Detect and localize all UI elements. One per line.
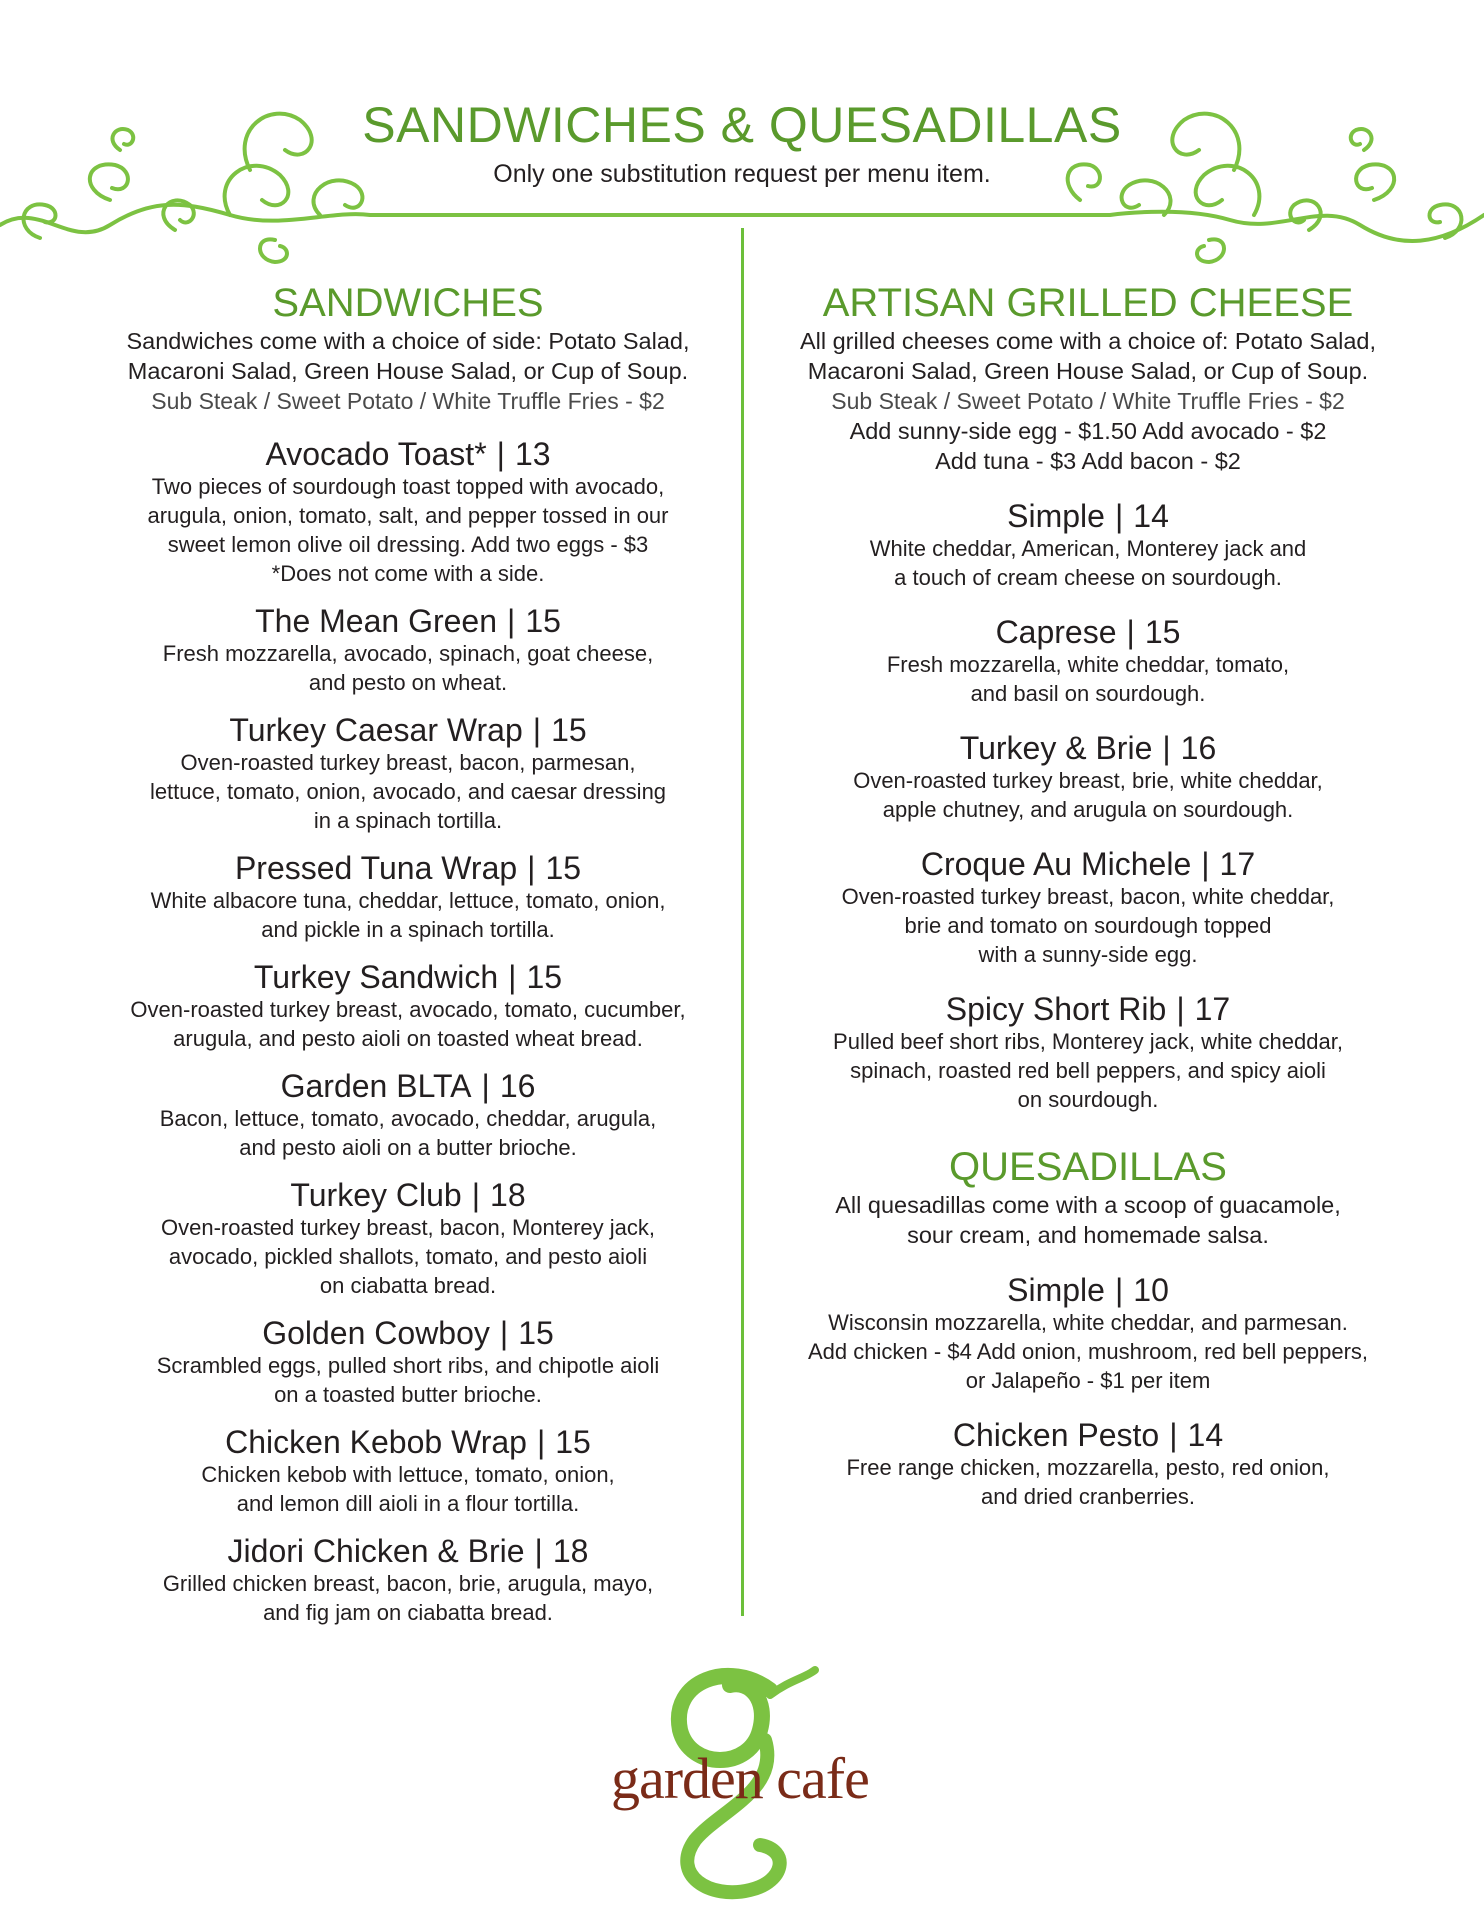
item-price: 17 xyxy=(1219,846,1256,882)
item-name: Jidori Chicken & Brie xyxy=(227,1533,525,1569)
item-price: 15 xyxy=(1144,614,1181,650)
menu-item xyxy=(768,846,1408,969)
menu-item xyxy=(98,712,718,835)
menu-item xyxy=(768,1417,1408,1511)
grilled-cheese-section xyxy=(768,280,1408,1511)
menu-item xyxy=(768,730,1408,824)
menu-item xyxy=(768,991,1408,1114)
price-separator: | xyxy=(534,1533,543,1569)
item-name: Chicken Pesto xyxy=(952,1417,1160,1453)
item-description: Two pieces of sourdough toast topped with avocado, arugula, onion, tomato, salt, and pepper tossed in our sweet lemon olive oil dressing. Add two eggs - $3 *Does not come with a side. xyxy=(147,474,669,586)
price-separator: | xyxy=(508,959,517,995)
item-description: Scrambled eggs, pulled short ribs, and chipotle aioli on a toasted butter brioche. xyxy=(156,1353,660,1407)
menu-item xyxy=(98,1315,718,1409)
addon-line: Sub Steak / Sweet Potato / White Truffle Fries - $2 xyxy=(151,388,665,414)
sandwiches-section xyxy=(98,280,718,1627)
item-name: Spicy Short Rib xyxy=(945,991,1167,1027)
menu-item xyxy=(98,1533,718,1627)
item-price: 18 xyxy=(490,1177,526,1213)
item-price: 14 xyxy=(1187,1417,1224,1453)
section-description-line: Sandwiches come with a choice of side: Potato Salad, xyxy=(126,328,690,354)
item-name: The Mean Green xyxy=(255,603,497,639)
item-price: 17 xyxy=(1194,991,1231,1027)
price-separator: | xyxy=(1126,614,1135,650)
item-name: Simple xyxy=(1007,498,1105,534)
item-description: Chicken kebob with lettuce, tomato, onion, and lemon dill aioli in a flour tortilla. xyxy=(201,1462,615,1516)
item-price: 10 xyxy=(1133,1272,1169,1308)
item-price: 15 xyxy=(526,959,563,995)
section-description-line: All quesadillas come with a scoop of guacamole, xyxy=(835,1192,1341,1218)
section-title: ARTISAN GRILLED CHEESE xyxy=(822,281,1354,325)
item-name: Turkey & Brie xyxy=(959,730,1153,766)
price-separator: | xyxy=(527,850,536,886)
price-separator: | xyxy=(1114,498,1124,534)
page-subtitle: Only one substitution request per menu item. xyxy=(493,160,991,188)
item-name: Croque Au Michele xyxy=(920,846,1192,882)
item-price: 15 xyxy=(518,1315,554,1351)
item-price: 15 xyxy=(551,712,587,748)
section-description-line: Macaroni Salad, Green House Salad, or Cup of Soup. xyxy=(127,358,689,384)
item-name: Caprese xyxy=(995,614,1117,650)
item-name: Golden Cowboy xyxy=(262,1315,490,1351)
item-price: 16 xyxy=(499,1068,536,1104)
menu-item xyxy=(98,436,718,588)
addon-line: Sub Steak / Sweet Potato / White Truffle Fries - $2 xyxy=(831,388,1345,414)
price-separator: | xyxy=(536,1424,546,1460)
menu-item xyxy=(768,1272,1408,1395)
menu-item xyxy=(98,1068,718,1162)
menu-item xyxy=(98,959,718,1053)
quesadillas-section xyxy=(768,1144,1408,1511)
item-price: 16 xyxy=(1180,730,1217,766)
price-separator: | xyxy=(471,1177,481,1213)
item-price: 14 xyxy=(1133,498,1169,534)
price-separator: | xyxy=(1114,1272,1124,1308)
price-separator: | xyxy=(1201,846,1210,882)
item-price: 18 xyxy=(552,1533,589,1569)
item-description: Free range chicken, mozzarella, pesto, red onion, and dried cranberries. xyxy=(846,1455,1330,1509)
item-description: Fresh mozzarella, white cheddar, tomato, and basil on sourdough. xyxy=(886,652,1290,706)
item-description: Oven-roasted turkey breast, bacon, Monterey jack, avocado, pickled shallots, tomato, and pesto aioli on ciabatta bread. xyxy=(160,1215,655,1298)
item-name: Pressed Tuna Wrap xyxy=(234,850,518,886)
item-description: Oven-roasted turkey breast, avocado, tomato, cucumber, arugula, and pesto aioli on toasted wheat bread. xyxy=(130,997,686,1051)
item-description: Oven-roasted turkey breast, brie, white cheddar, apple chutney, and arugula on sourdough. xyxy=(853,768,1323,822)
item-name: Turkey Caesar Wrap xyxy=(229,712,523,748)
section-title: SANDWICHES xyxy=(272,281,544,325)
extra-line: Add tuna - $3 Add bacon - $2 xyxy=(935,448,1241,474)
menu-item xyxy=(768,614,1408,708)
price-separator: | xyxy=(1169,1417,1178,1453)
item-description: White cheddar, American, Monterey jack and a touch of cream cheese on sourdough. xyxy=(869,536,1307,590)
item-price: 15 xyxy=(545,850,582,886)
item-name: Turkey Club xyxy=(290,1177,462,1213)
price-separator: | xyxy=(481,1068,490,1104)
item-name: Chicken Kebob Wrap xyxy=(225,1424,527,1460)
menu-item xyxy=(98,1424,718,1518)
item-description: Wisconsin mozzarella, white cheddar, and parmesan. Add chicken - $4 Add onion, mushroom, red bell peppers, or Jalapeño - $1 per item xyxy=(807,1310,1369,1393)
item-description: Grilled chicken breast, bacon, brie, arugula, mayo, and fig jam on ciabatta bread. xyxy=(162,1571,654,1625)
section-description-line: Macaroni Salad, Green House Salad, or Cup of Soup. xyxy=(807,358,1369,384)
item-description: Oven-roasted turkey breast, bacon, white cheddar, brie and tomato on sourdough topped with a sunny-side egg. xyxy=(841,884,1335,967)
price-separator: | xyxy=(499,1315,509,1351)
price-separator: | xyxy=(1162,730,1171,766)
item-name: Garden BLTA xyxy=(280,1068,472,1104)
menu-item xyxy=(98,1177,718,1300)
logo-text: garden cafe xyxy=(611,1746,869,1811)
price-separator: | xyxy=(507,603,516,639)
price-separator: | xyxy=(532,712,542,748)
item-price: 13 xyxy=(514,436,551,472)
item-name: Simple xyxy=(1007,1272,1105,1308)
column-divider xyxy=(741,228,744,1616)
price-separator: | xyxy=(496,436,505,472)
menu-item xyxy=(98,603,718,697)
item-name: Avocado Toast* xyxy=(265,436,487,472)
section-description-line: All grilled cheeses come with a choice of: Potato Salad, xyxy=(799,328,1377,354)
section-title: QUESADILLAS xyxy=(949,1145,1227,1189)
item-description: Pulled beef short ribs, Monterey jack, white cheddar, spinach, roasted red bell peppers, and spicy aioli on sourdough. xyxy=(833,1029,1343,1112)
item-description: Bacon, lettuce, tomato, avocado, cheddar, arugula, and pesto aioli on a butter brioche. xyxy=(159,1106,657,1160)
item-price: 15 xyxy=(525,603,561,639)
menu-item xyxy=(98,850,718,944)
extra-line: Add sunny-side egg - $1.50 Add avocado - $2 xyxy=(849,418,1327,444)
item-description: Fresh mozzarella, avocado, spinach, goat cheese, and pesto on wheat. xyxy=(162,641,654,695)
page-title: SANDWICHES & QUESADILLAS xyxy=(362,97,1122,153)
item-description: Oven-roasted turkey breast, bacon, parmesan, lettuce, tomato, onion, avocado, and caesar dressing in a spinach tortilla. xyxy=(149,750,667,833)
item-name: Turkey Sandwich xyxy=(253,959,499,995)
price-separator: | xyxy=(1176,991,1185,1027)
item-price: 15 xyxy=(555,1424,591,1460)
section-description-line: sour cream, and homemade salsa. xyxy=(907,1222,1269,1248)
menu-item xyxy=(768,498,1408,592)
item-description: White albacore tuna, cheddar, lettuce, tomato, onion, and pickle in a spinach tortilla. xyxy=(150,888,666,942)
